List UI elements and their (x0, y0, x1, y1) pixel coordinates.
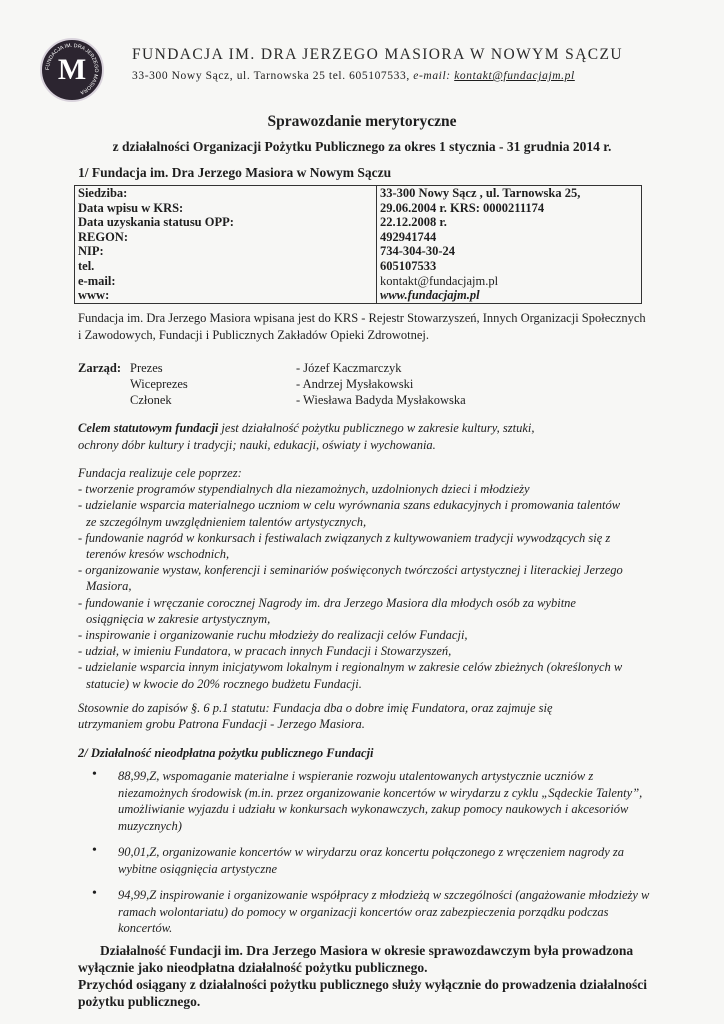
label-seat: Siedziba: (78, 186, 128, 200)
board-label: Zarząd: (78, 361, 122, 375)
activity-text: 88,99,Z, wspomaganie materialne i wspieranie rozwoju utalentowanych artystycznie uczniów z niezamożnych środowisk (m.in. przez organizowanie koncertów w wirydarzu z cyklu „Sądeckie Talenty”, umożliwianie wyjazdu i udziału w konkursach wykonawczych, zakup pomocy naukowych i akcesoriów muzycznych) (118, 769, 643, 833)
list-item: - udzielanie wsparcia innym inicjatywom lokalnym i regionalnym w zakresie celów zbieżnych (określonych w statucie) w kwocie do 20% rocznego budżetu Fundacji. (78, 660, 623, 691)
info-values (377, 186, 642, 304)
label-krs-date: Data wpisu w KRS: (78, 200, 184, 215)
statutory-goal-text: jest działalność pożytku publicznego w zakresie kultury, sztuki, ochrony dóbr kultury i tradycji; nauki, edukacji, oświaty i wychowania. (78, 421, 535, 452)
label-regon: REGON: (78, 229, 128, 244)
activity-text: 90,01,Z, organizowanie koncertów w wirydarzu oraz koncertu połączonego z wręczeniem nagrody za wybitne osiągnięcia artystyczne (118, 845, 624, 876)
list-item (92, 887, 652, 937)
board-member-name: - Józef Kaczmarczyk (296, 361, 402, 375)
label-opp-date: Data uzyskania statusu OPP: (78, 215, 234, 230)
board-role: Członek (130, 393, 172, 407)
closing-statement (78, 942, 650, 1010)
value-seat: 33-300 Nowy Sącz , ul. Tarnowska 25, (380, 186, 581, 200)
logo-ring-text: FUNDACJA IM. DRA JERZEGO MASIORA (44, 42, 100, 96)
activities-list (92, 768, 652, 947)
address-text: 33-300 Nowy Sącz, ul. Tarnowska 25 tel. 605107533, (132, 70, 410, 82)
value-email[interactable]: kontakt@fundacjajm.pl (380, 273, 499, 288)
list-item (92, 768, 652, 834)
board-role: Wiceprezes (130, 377, 188, 391)
section-1-heading: 1/ Fundacja im. Dra Jerzego Masiora w Nowym Sączu (78, 165, 392, 180)
value-opp-date: 22.12.2008 r. (380, 215, 447, 230)
bullet-icon: • (92, 767, 97, 782)
report-subtitle: z działalności Organizacji Pożytku Publicznego za okres 1 stycznia - 31 grudnia 2014 r. (112, 139, 612, 154)
value-tel: 605107533 (380, 258, 437, 273)
statutory-goal-label: Celem statutowym fundacji (78, 421, 219, 435)
bullet-icon: • (92, 843, 97, 858)
statutory-goal (78, 420, 578, 454)
organization-address (132, 70, 575, 82)
board-member-name: - Andrzej Mysłakowski (296, 377, 414, 391)
email-link[interactable]: kontakt@fundacjajm.pl (454, 70, 575, 82)
closing-paragraph: Działalność Fundacji im. Dra Jerzego Masiora w okresie sprawozdawczym była prowadzona wyłącznie jako nieodpłatna działalność pożytku publicznego. (78, 943, 634, 975)
info-labels (75, 186, 377, 304)
list-item: - fundowanie nagród w konkursach i festiwalach związanych z kultywowaniem tradycji wywodzących się z terenów kresów wschodnich, (78, 530, 611, 562)
value-nip: 734-304-30-24 (380, 244, 455, 259)
email-label: e-mail: (413, 70, 451, 82)
value-krs-date: 29.06.2004 r. KRS: 0000211174 (380, 200, 545, 215)
value-regon: 492941744 (380, 229, 437, 244)
registration-text: Fundacja im. Dra Jerzego Masiora wpisana jest do KRS - Rejestr Stowarzyszeń, Innych Organizacji Społecznych i Zawodowych, Fundacji i Publicznych Zakładów Opieki Zdrowotnej. (78, 311, 646, 342)
section-2-heading: 2/ Działalność nieodpłatna pożytku publicznego Fundacji (78, 746, 374, 760)
label-www: www: (78, 288, 110, 303)
board-member-name: - Wiesława Badyda Mysłakowska (296, 393, 466, 407)
goals-intro: Fundacja realizuje cele poprzez: (78, 466, 242, 480)
report-title: Sprawozdanie merytoryczne (267, 113, 457, 130)
organization-name: FUNDACJA IM. DRA JERZEGO MASIORA W NOWYM SĄCZU (132, 46, 623, 63)
label-email: e-mail: (78, 273, 116, 288)
list-item: - organizowanie wystaw, konferencji i seminariów poświęconych twórczości artystycznej i literackiej Jerzego Masiora, (78, 563, 623, 594)
goals-section (78, 465, 623, 692)
bullet-icon: • (92, 886, 97, 901)
list-item: - udział, w imieniu Fundatora, w pracach innych Fundacji i Stowarzyszeń, (78, 644, 452, 659)
label-tel: tel. (78, 258, 95, 273)
board-role: Prezes (130, 361, 163, 375)
closing-paragraph: Przychód osiągany z działalności pożytku publicznego służy wyłącznie do prowadzenia działalności pożytku publicznego. (78, 977, 648, 1009)
list-item: - fundowanie i wręczanie corocznej Nagrody im. dra Jerzego Masiora dla młodych osób za wybitne osiągnięcia w zakresie artystycznym, (78, 595, 576, 626)
goals-list (78, 481, 623, 692)
value-www[interactable]: www.fundacjajm.pl (380, 288, 480, 303)
statute-note: Stosownie do zapisów §. 6 p.1 statutu: Fundacja dba o dobre imię Fundatora, oraz zajmuje się utrzymaniem grobu Patrona Fundacji - Jerzego Masiora. (78, 701, 553, 731)
list-item (92, 844, 652, 877)
list-item: - udzielanie wsparcia materialnego uczniom w celu wyrównania szans edukacyjnych i promowania talentów ze szczególnym uwzględnieniem talentów artystycznych, (78, 498, 621, 529)
list-item: - inspirowanie i organizowanie ruchu młodzieży do realizacji celów Fundacji, (78, 628, 468, 643)
foundation-info-table (74, 185, 642, 304)
list-item: - tworzenie programów stypendialnych dla niezamożnych, uzdolnionych dzieci i młodzieży (78, 482, 530, 497)
activity-text: 94,99,Z inspirowanie i organizowanie współpracy z młodzieżą w szczególności (angażowanie młodzieży w ramach wolontariatu) do pomocy w organizacji koncertów oraz zabezpieczenia porządku podczas koncertów. (118, 888, 650, 935)
label-nip: NIP: (78, 244, 104, 259)
logo-letter: M (57, 53, 87, 86)
foundation-logo (40, 38, 104, 102)
table-row (75, 186, 642, 304)
